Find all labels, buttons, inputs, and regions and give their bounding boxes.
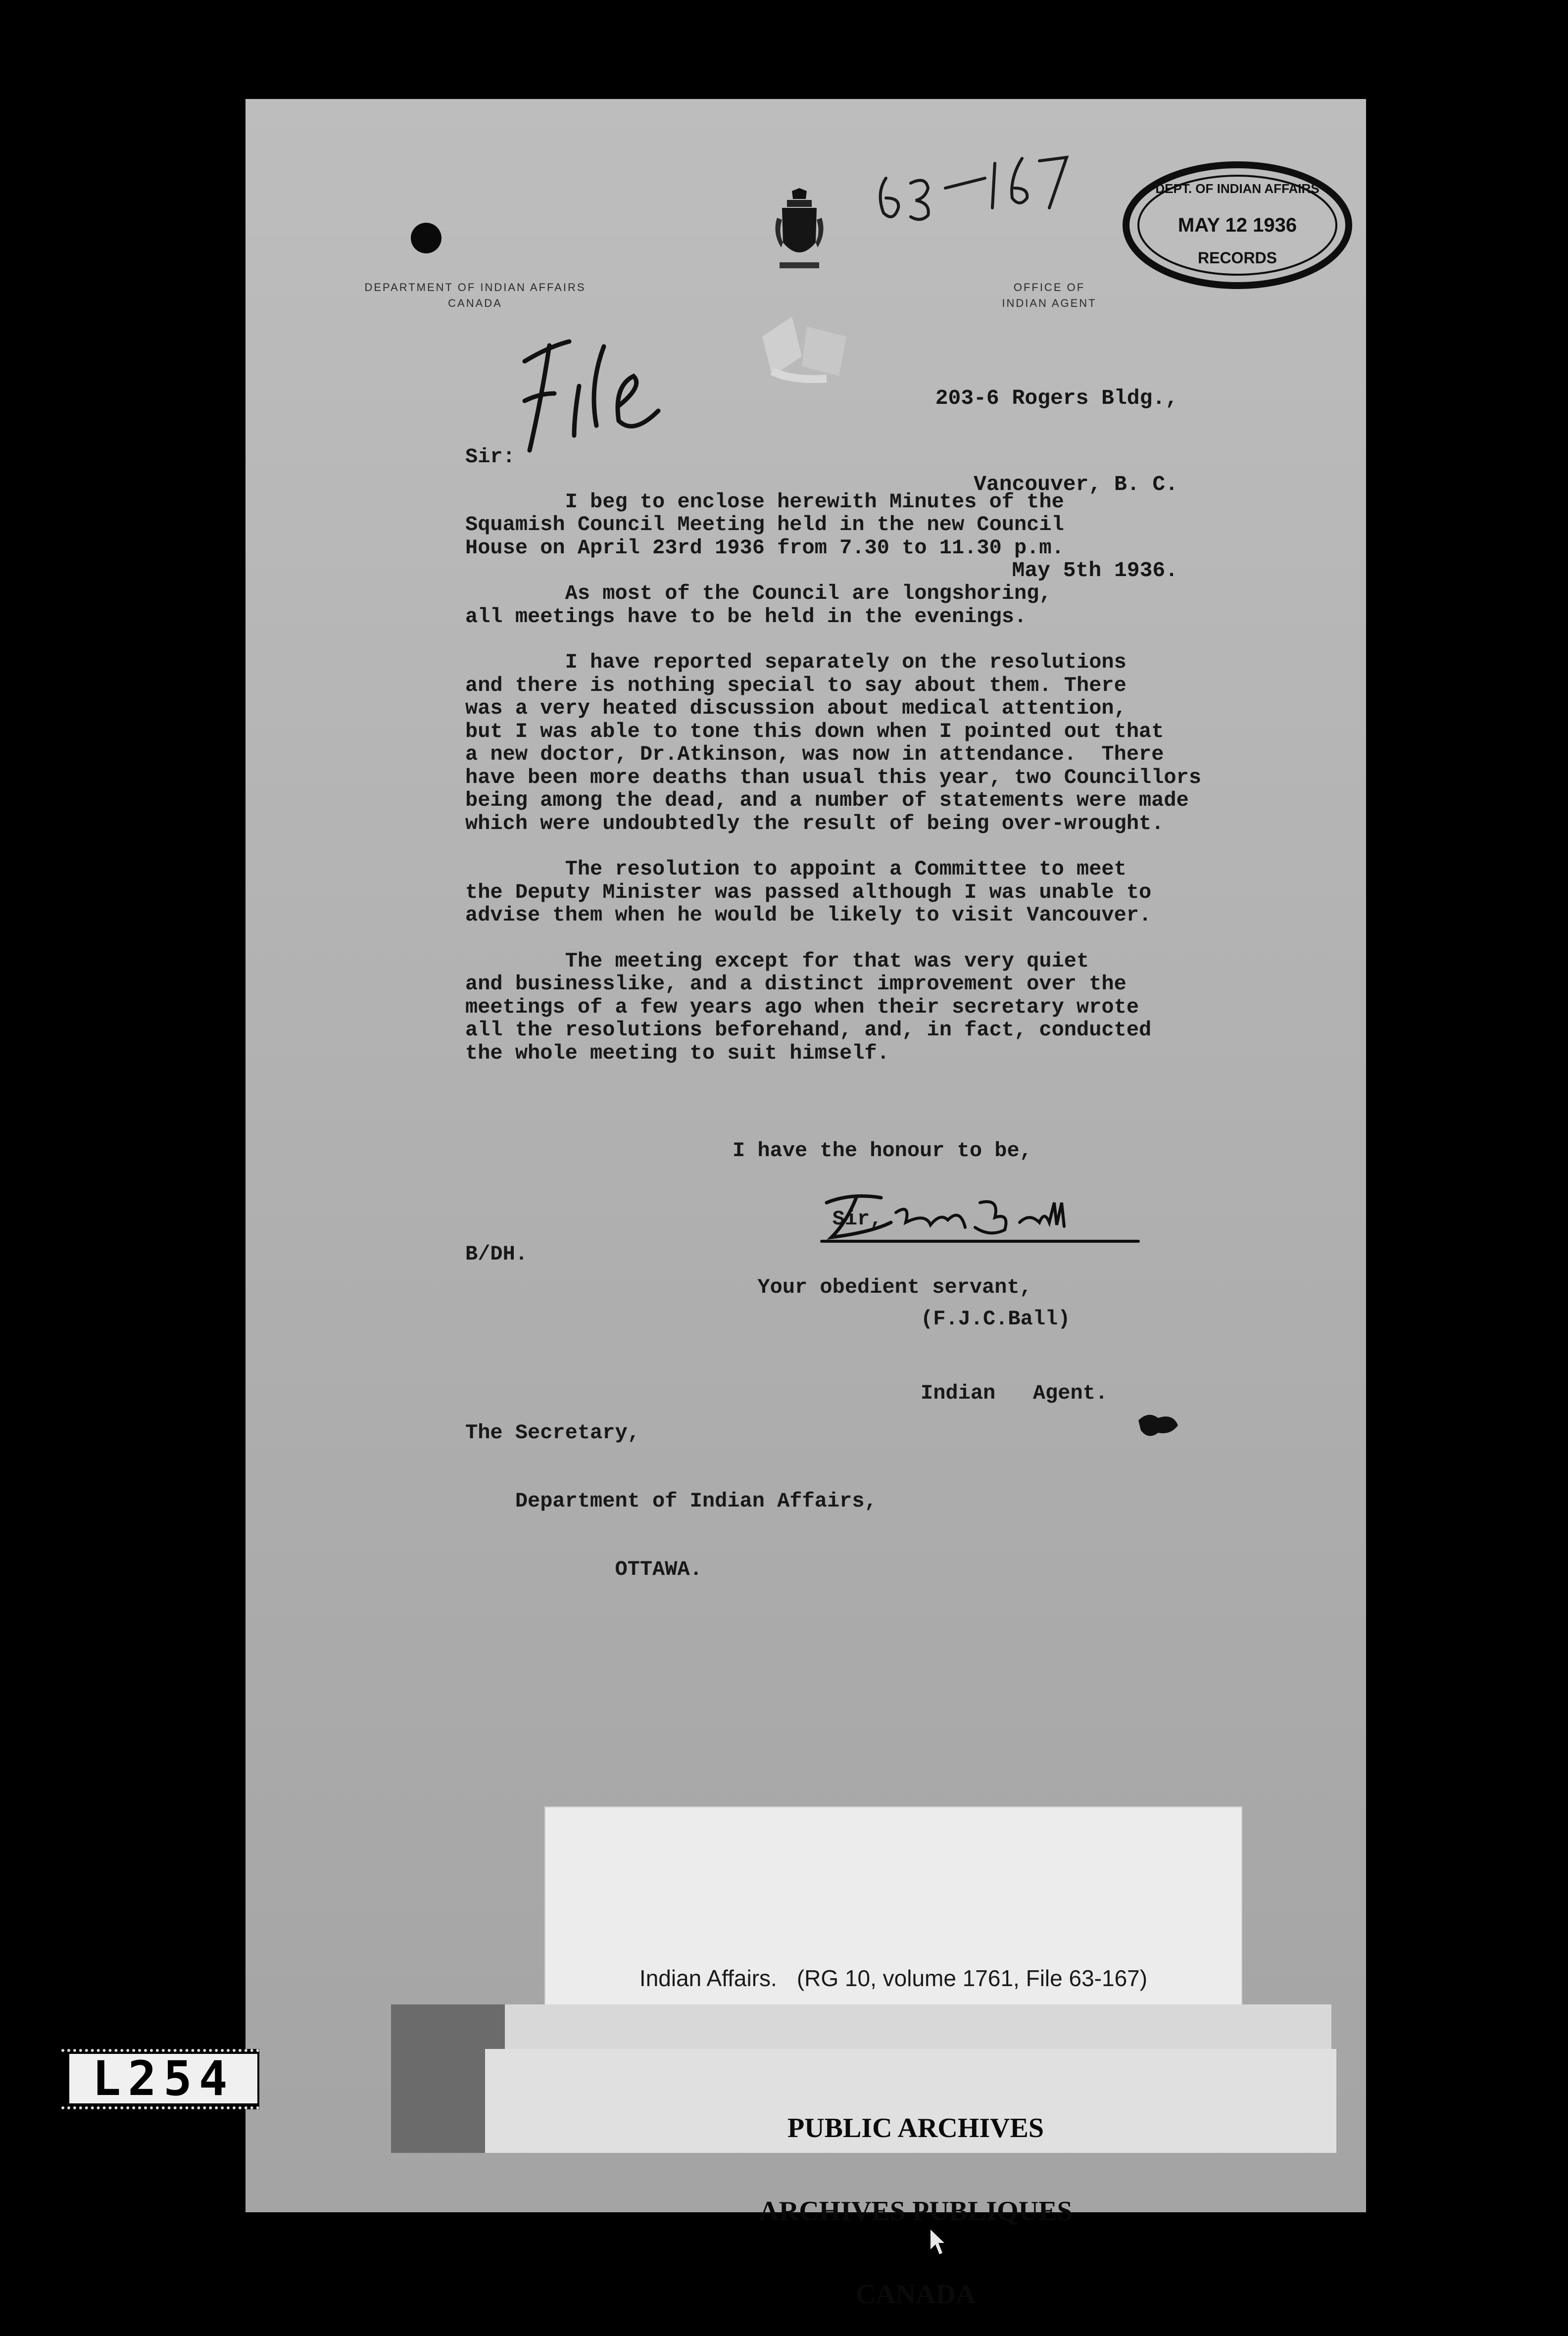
paragraph-line: meetings of a few years ago when their secretary wrote [465, 995, 1139, 1019]
closing-line3: Your obedient servant, [733, 1275, 1032, 1299]
salutation: Sir: [465, 445, 515, 469]
archive-name [495, 2059, 1336, 2336]
body-paragraph [465, 950, 1307, 1065]
paragraph-line: but I was able to tone this down when I pointed out that [465, 719, 1164, 743]
signer-name: (F.J.C.Ball) [921, 1307, 1071, 1331]
paragraph-line: was a very heated discussion about medical attention, [465, 696, 1127, 720]
paragraph-line: all the resolutions beforehand, and, in fact, conducted [465, 1018, 1152, 1042]
paragraph-line: I beg to enclose herewith Minutes of the [465, 489, 1064, 514]
archive-file-reference: (RG 10, volume 1761, File 63-167) [796, 1965, 1148, 1991]
paragraph-line: I have reported separately on the resolutions [465, 650, 1127, 674]
body-paragraph [465, 490, 1307, 560]
paragraph-line: the Deputy Minister was passed although I was unable to [465, 880, 1152, 904]
archive-name-line3: CANADA [855, 2279, 976, 2310]
stamp-top-text: DEPT. OF INDIAN AFFAIRS [1155, 181, 1320, 196]
paragraph-line: and there is nothing special to say about them. There [465, 673, 1127, 697]
body-paragraph [465, 582, 1307, 628]
archive-name-line2: ARCHIVES PUBLIQUES [759, 2196, 1073, 2227]
letter-body [465, 445, 1307, 1087]
stamp-bottom-text: RECORDS [1197, 249, 1277, 267]
letterhead-department-line1: DEPARTMENT OF INDIAN AFFAIRS [364, 281, 586, 293]
paragraph-line: have been more deaths than usual this year, two Councillors [465, 765, 1202, 789]
archive-series: Indian Affairs. [639, 1965, 777, 1991]
closing-line2: Sir, [733, 1207, 882, 1231]
address-line2: Vancouver, B. C. [974, 472, 1178, 496]
recipient-line2: Department of Indian Affairs, [465, 1489, 877, 1513]
paragraph-line: all meetings have to be held in the evenings. [465, 604, 1027, 629]
paragraph-line: being among the dead, and a number of statements were made [465, 788, 1189, 812]
signer-title: Indian Agent. [921, 1381, 1108, 1405]
stamp-date: MAY 12 1936 [1177, 214, 1297, 236]
recipient-address [465, 1376, 1059, 1604]
ink-blot [1128, 1406, 1188, 1445]
paragraph-line: The resolution to appoint a Committee to meet [465, 857, 1127, 881]
paragraph-line: and businesslike, and a distinct improvement over the [465, 972, 1127, 996]
received-date-stamp [1119, 158, 1356, 292]
punch-hole [411, 223, 441, 253]
faded-initials-mark [752, 297, 861, 396]
handwritten-file-number [871, 148, 1079, 267]
frame-number: L254 [69, 2054, 257, 2103]
archive-reference [544, 1965, 1242, 1992]
letterhead-office-line2: INDIAN AGENT [1002, 297, 1097, 309]
letterhead-department-line2: CANADA [448, 297, 502, 309]
paragraph-line: Squamish Council Meeting held in the new Council [465, 513, 1064, 536]
canada-coat-of-arms-icon [772, 188, 827, 277]
letterhead-office-line1: OFFICE OF [1013, 281, 1085, 293]
closing-line1: I have the honour to be, [733, 1139, 1032, 1163]
paragraph-line: which were undoubtedly the result of being over-wrought. [465, 811, 1164, 835]
paragraph-line: House on April 23rd 1936 from 7.30 to 11.30 p.m. [465, 535, 1064, 560]
handwritten-signature [812, 1183, 1148, 1252]
archive-name-line1: PUBLIC ARCHIVES [787, 2113, 1044, 2143]
paragraph-line: As most of the Council are longshoring, [465, 582, 1052, 605]
letterhead-office [985, 280, 1114, 311]
reference-initials: B/DH. [465, 1242, 528, 1266]
small-arrow-icon [926, 2227, 945, 2257]
address-line1: 203-6 Rogers Bldg., [935, 386, 1178, 410]
paragraph-line: advise them when he would be likely to visit Vancouver. [465, 903, 1152, 927]
recipient-line1: The Secretary, [465, 1421, 640, 1445]
address-date: May 5th 1936. [1012, 558, 1178, 583]
paragraph-line: The meeting except for that was very quiet [465, 949, 1089, 973]
paragraphs [465, 490, 1307, 1065]
recipient-line3: OTTAWA. [465, 1557, 702, 1581]
paragraph-line: a new doctor, Dr.Atkinson, was now in attendance. There [465, 742, 1164, 766]
body-paragraph [465, 651, 1307, 835]
body-paragraph [465, 858, 1307, 927]
paragraph-line: the whole meeting to suit himself. [465, 1041, 889, 1065]
